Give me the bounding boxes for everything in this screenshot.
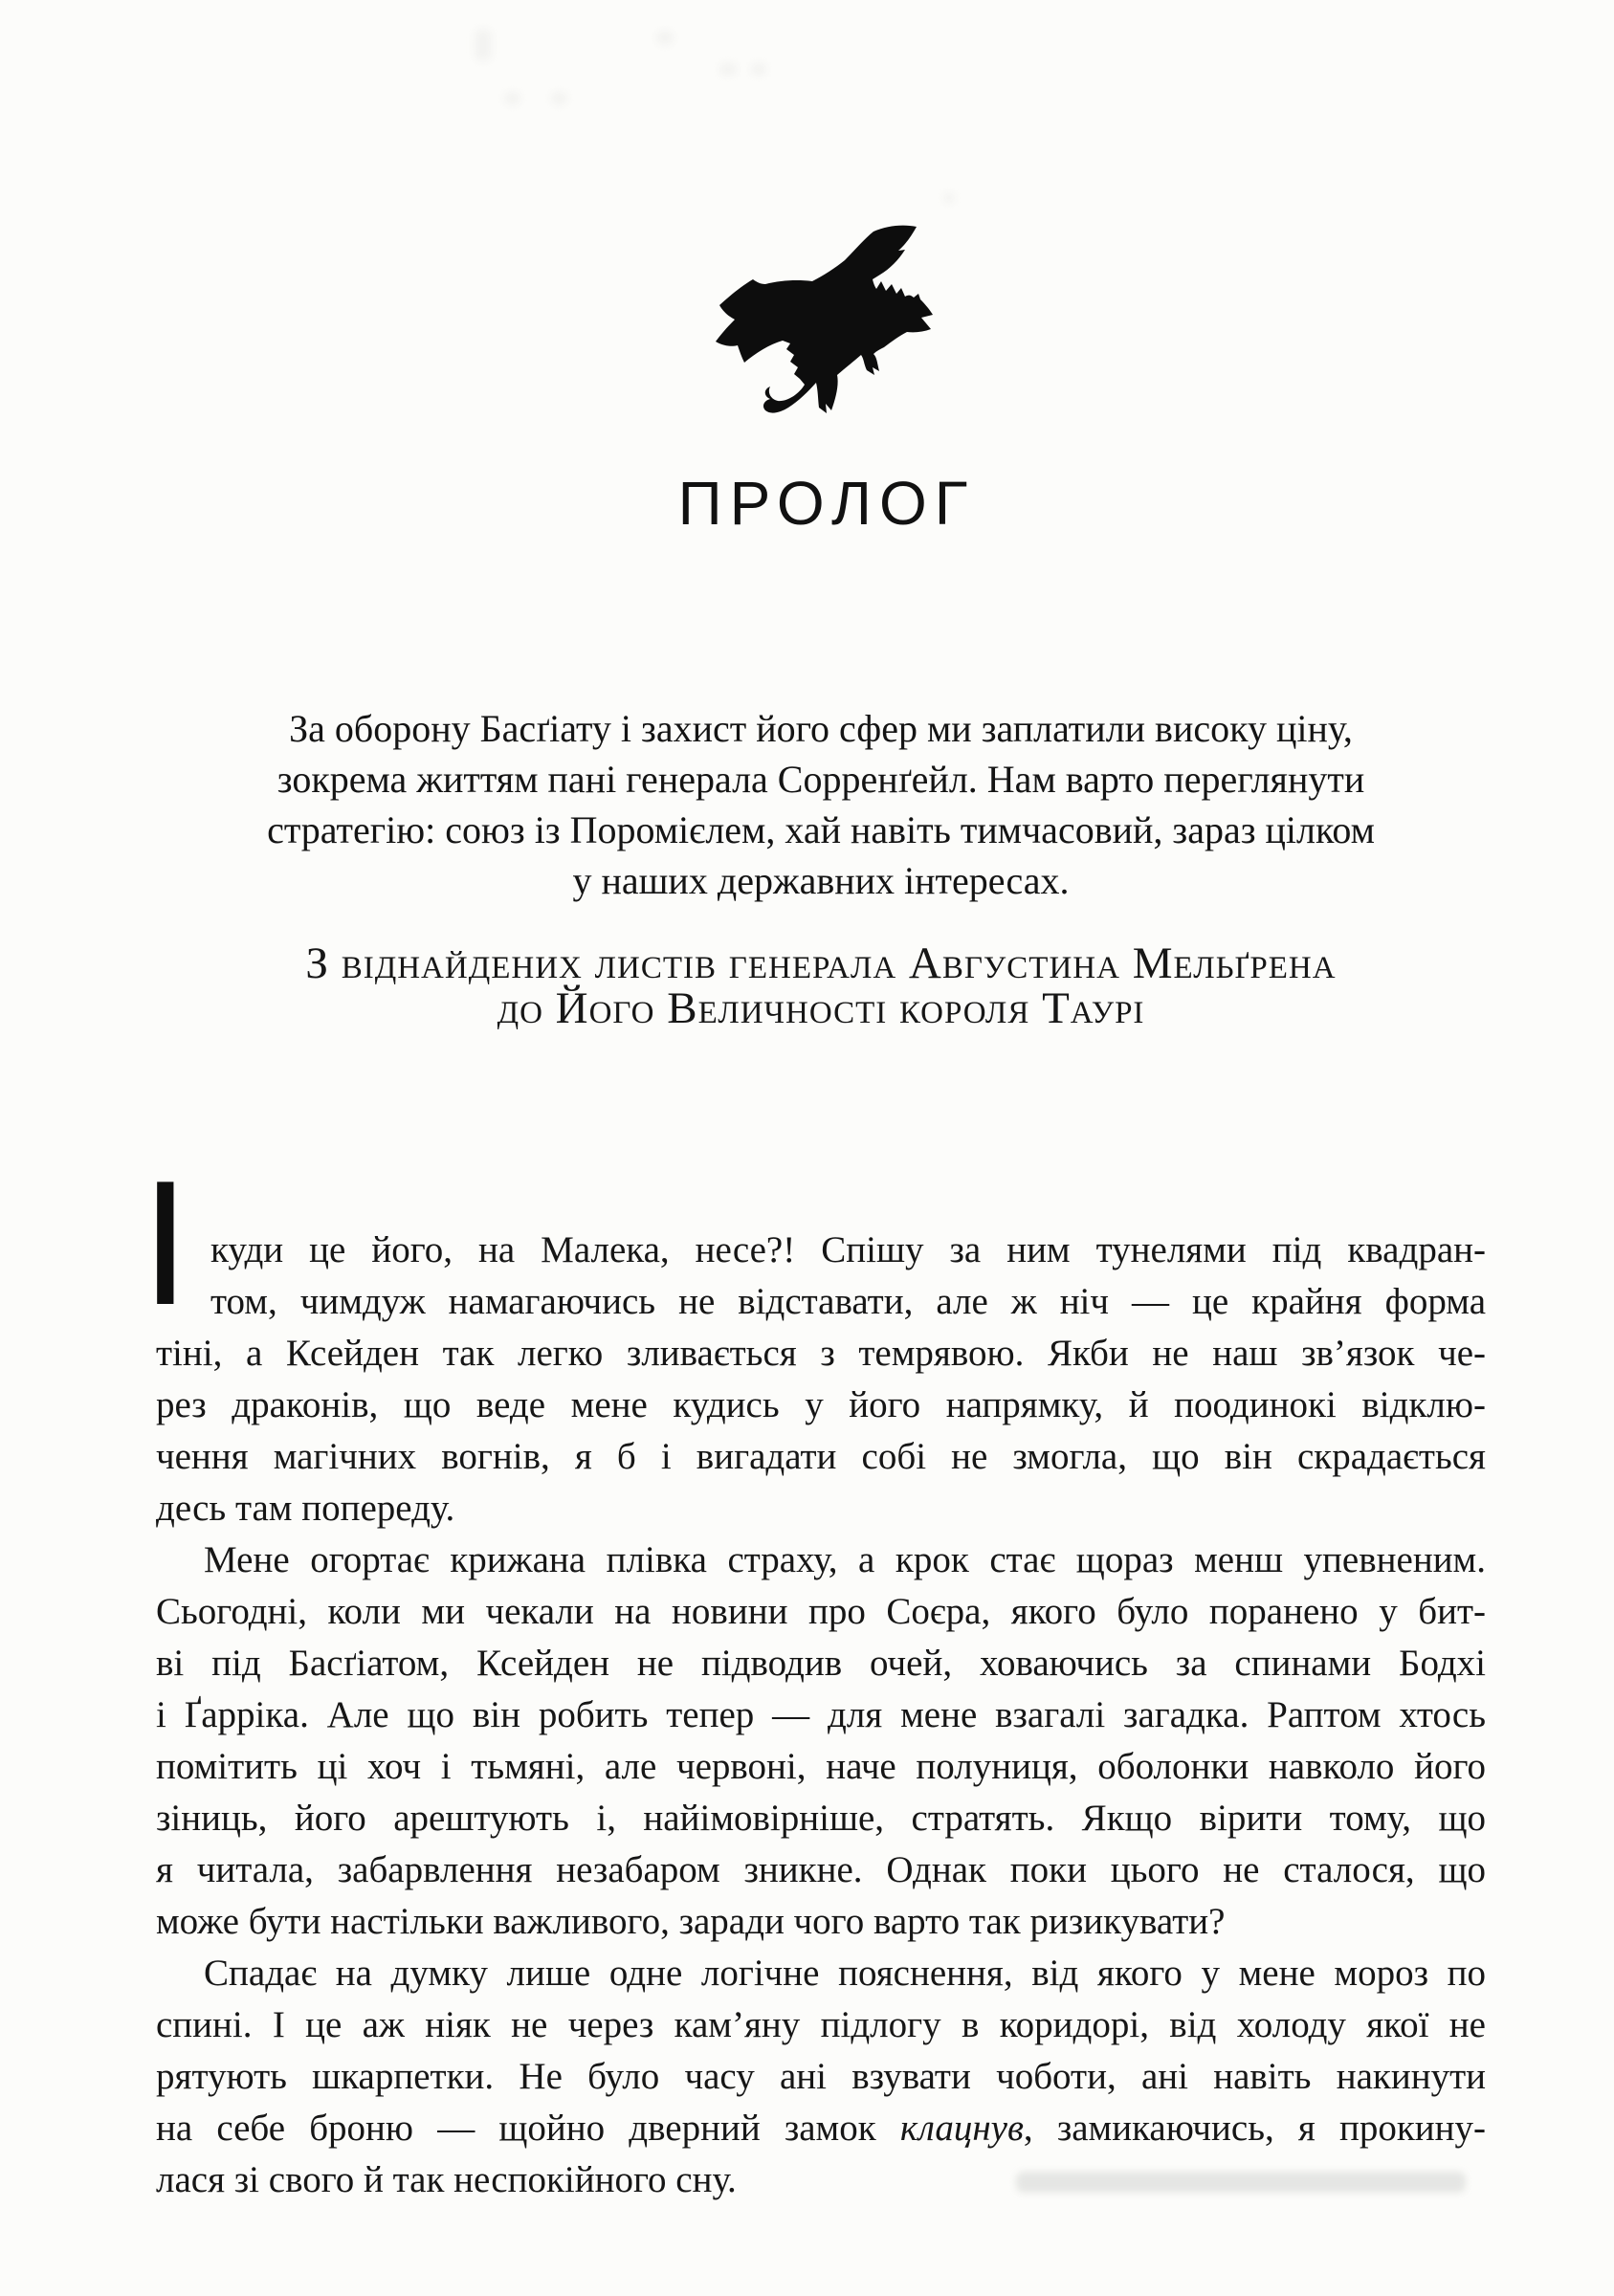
body-line: Сьогодні, коли ми чекали на новини про Соєра, якого було поранено у бит- <box>156 1591 1486 1632</box>
scan-smudge <box>475 29 492 61</box>
dragon-silhouette-icon <box>710 220 940 423</box>
attribution-line: З віднайдених листів генерала Августина Мельґрена <box>305 938 1337 988</box>
scan-smudge <box>656 31 674 45</box>
body-line: зіниць, його арештують і, найімовірніше, стратять. Якщо вірити тому, що <box>156 1798 1486 1839</box>
scan-smudge <box>504 92 520 105</box>
body-text: на себе броню — щойно дверний замок <box>156 2108 900 2149</box>
body-text: , замикаючись, я прокину- <box>1023 2108 1486 2149</box>
body-line: я читала, забарвлення незабаром зникне. Однак поки цього не сталося, що <box>156 1849 1486 1890</box>
scan-smudge <box>751 63 766 76</box>
body-line: тіні, а Ксейден так легко зливається з темрявою. Якби не наш зв’язок че- <box>156 1333 1486 1374</box>
body-line: спині. І це аж ніяк не через кам’яну підлогу в коридорі, від холоду якої не <box>156 2004 1486 2045</box>
body-line: рятують шкарпетки. Не було часу ані взувати чоботи, ані навіть накинути <box>156 2056 1486 2097</box>
chapter-title: ПРОЛОГ <box>677 469 976 538</box>
body-text-block <box>141 1150 1486 2206</box>
body-line: ві під Басґіатом, Ксейден не підводив очей, ховаючись за спинами Бодхі <box>156 1643 1486 1684</box>
epigraph <box>156 703 1486 906</box>
scan-smudge <box>719 63 737 76</box>
epigraph-line: зокрема життям пані генерала Сорренґейл. Нам варто переглянути <box>276 758 1365 801</box>
body-line: Спадає на думку лише одне логічне пояснення, від якого у мене мороз по <box>204 1953 1486 1994</box>
epigraph-attribution <box>156 938 1486 1033</box>
body-line: може бути настільки важливого, заради чого варто так ризикувати? <box>156 1901 1226 1942</box>
body-text-italic: клацнув <box>899 2108 1024 2149</box>
body-line: чення магічних вогнів, я б і вигадати собі не змогла, що він скрадається <box>156 1436 1486 1477</box>
body-line: Мене огортає крижана плівка страху, а крок стає щораз менш упевненим. <box>204 1539 1486 1580</box>
body-line: том, чимдуж намагаючись не відставати, але ж ніч — це крайня форма <box>210 1281 1486 1322</box>
epigraph-line: у наших державних інтересах. <box>572 859 1070 902</box>
scan-smudge <box>943 193 955 203</box>
scan-smudge <box>551 92 567 105</box>
body-line: куди це його, на Малека, несе?! Спішу за ним тунелями під квадран- <box>210 1229 1486 1270</box>
epigraph-line: За оборону Басґіату і захист його сфер ми заплатили високу ціну, <box>289 707 1353 750</box>
body-line: десь там попереду. <box>156 1488 455 1529</box>
drop-cap: І <box>141 1150 190 1344</box>
body-line: і Ґарріка. Але що він робить тепер — для мене взагалі загадка. Раптом хтось <box>156 1694 1486 1735</box>
attribution-line: до Його Величності короля Таурі <box>497 983 1145 1033</box>
epigraph-line: стратегію: союз із Поромієлем, хай навіть тимчасовий, зараз цілком <box>267 808 1375 851</box>
body-line <box>156 2103 1486 2154</box>
body-line: рез драконів, що веде мене кудись у його напрямку, й поодинокі відклю- <box>156 1384 1486 1425</box>
body-line: помітить ці хоч і тьмяні, але червоні, наче полуниця, оболонки навколо його <box>156 1746 1486 1787</box>
body-line: лася зі свого й так неспокійного сну. <box>156 2159 737 2200</box>
